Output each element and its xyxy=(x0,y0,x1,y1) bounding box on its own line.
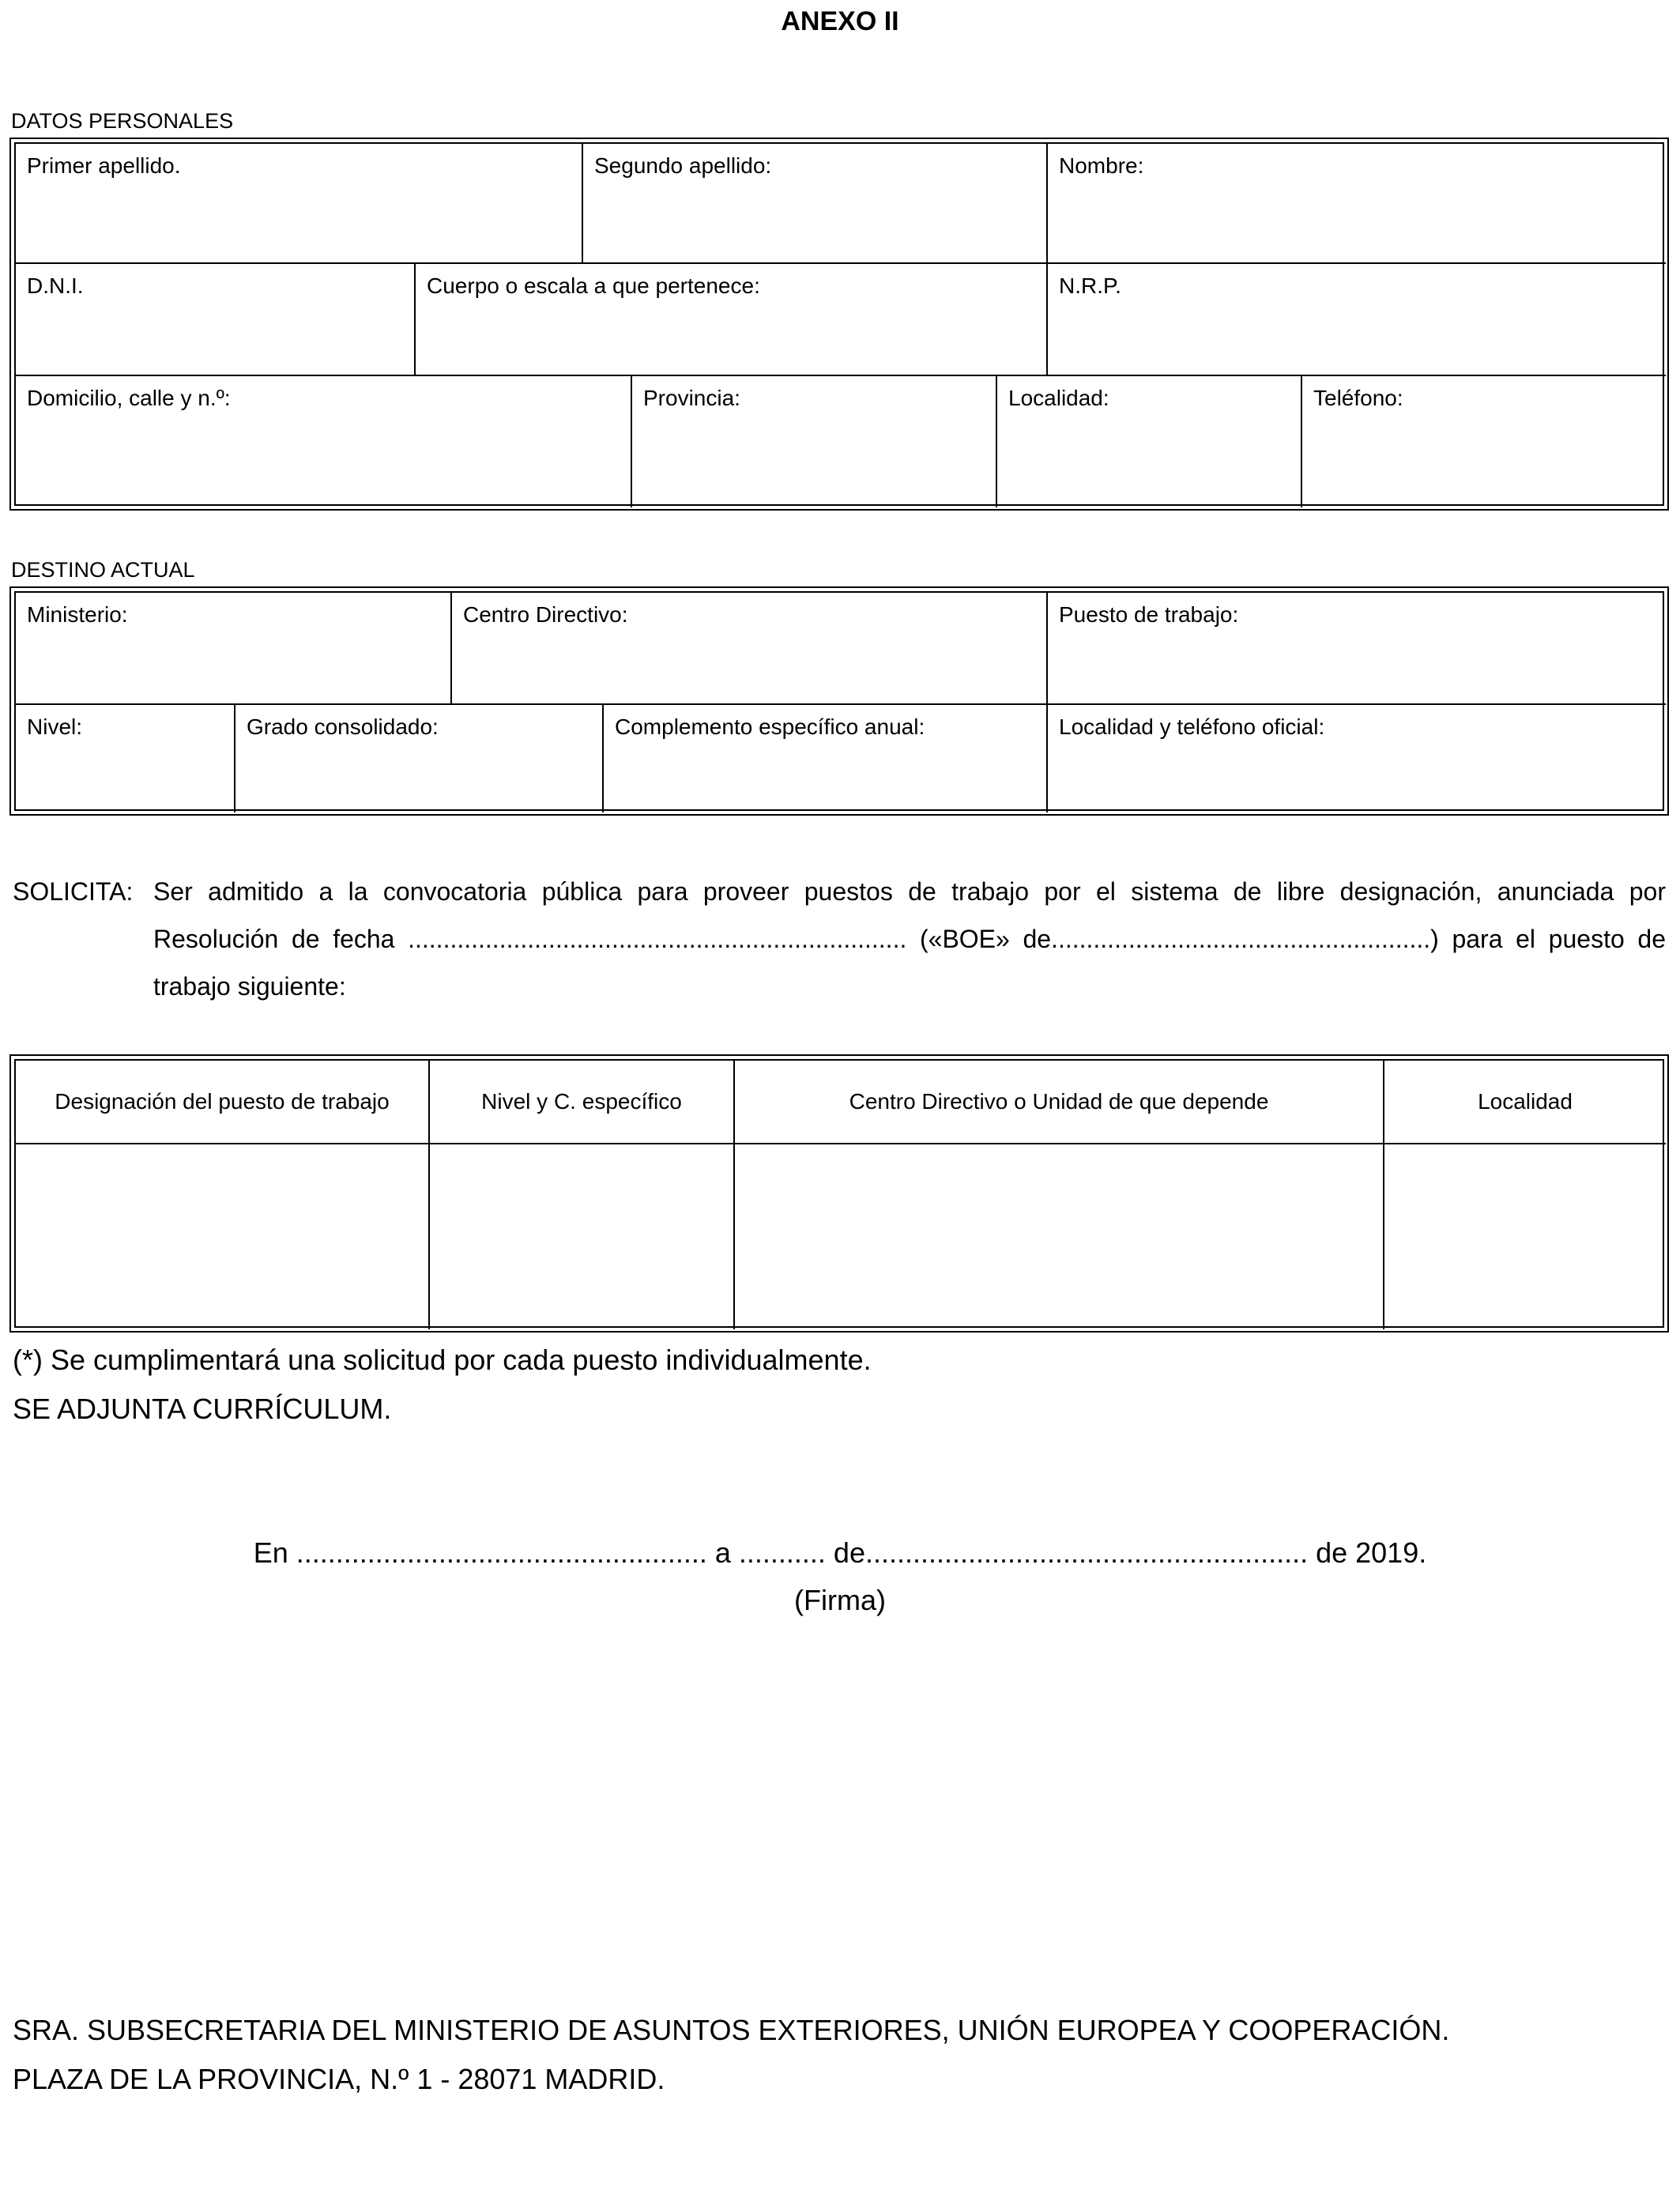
localidad-cell[interactable] xyxy=(1384,1144,1666,1329)
table-header-localidad: Localidad xyxy=(1384,1061,1666,1144)
complemento-field[interactable] xyxy=(604,705,1048,812)
nombre-field[interactable] xyxy=(1048,144,1666,264)
datos-personales-box xyxy=(9,138,1669,511)
table-header-centro: Centro Directivo o Unidad de que depende xyxy=(735,1061,1384,1144)
centro-directivo-field[interactable] xyxy=(452,593,1048,705)
note-text: (*) Se cumplimentará una solicitud por cada puesto individualmente. xyxy=(13,1344,872,1376)
nivel-field[interactable] xyxy=(16,705,235,812)
destinatario-line-2: PLAZA DE LA PROVINCIA, N.º 1 - 28071 MADRID. xyxy=(13,2063,665,2095)
primer-apellido-field[interactable] xyxy=(16,144,583,264)
solicita-label: SOLICITA: xyxy=(13,877,134,906)
segundo-apellido-field[interactable] xyxy=(583,144,1048,264)
dni-field[interactable] xyxy=(16,264,416,376)
nrp-field[interactable] xyxy=(1048,264,1666,376)
dni-label: D.N.I. xyxy=(27,273,84,298)
puesto-trabajo-field[interactable] xyxy=(1048,593,1666,705)
solicita-line-3: trabajo siguiente: xyxy=(153,972,346,1001)
table-header-nivel: Nivel y C. específico xyxy=(430,1061,735,1144)
solicita-line-1: Ser admitido a la convocatoria pública para proveer puestos de trabajo por el sistema de libre designación, anunciada por xyxy=(153,877,1666,906)
table-header-designacion: Designación del puesto de trabajo xyxy=(16,1061,430,1144)
ministerio-label: Ministerio: xyxy=(27,602,128,627)
localidad-telefono-field[interactable] xyxy=(1048,705,1666,812)
provincia-field[interactable] xyxy=(632,376,997,507)
ministerio-field[interactable] xyxy=(16,593,452,705)
nivel-especifico-cell[interactable] xyxy=(430,1144,735,1329)
puesto-trabajo-label: Puesto de trabajo: xyxy=(1059,602,1239,627)
cuerpo-field[interactable] xyxy=(416,264,1048,376)
localidad-field[interactable] xyxy=(997,376,1302,507)
nrp-label: N.R.P. xyxy=(1059,273,1121,298)
centro-unidad-cell[interactable] xyxy=(735,1144,1384,1329)
adjunta-text: SE ADJUNTA CURRÍCULUM. xyxy=(13,1393,392,1425)
centro-directivo-label: Centro Directivo: xyxy=(463,602,628,627)
nombre-label: Nombre: xyxy=(1059,153,1144,178)
localidad-label: Localidad: xyxy=(1008,386,1109,410)
designacion-cell[interactable] xyxy=(16,1144,430,1329)
primer-apellido-label: Primer apellido. xyxy=(27,153,181,178)
puestos-table xyxy=(9,1054,1669,1333)
destino-actual-label: DESTINO ACTUAL xyxy=(11,558,195,582)
cuerpo-label: Cuerpo o escala a que pertenece: xyxy=(427,273,760,298)
datos-personales-label: DATOS PERSONALES xyxy=(11,109,234,133)
provincia-label: Provincia: xyxy=(643,386,740,410)
page-title: ANEXO II xyxy=(781,6,899,36)
firma-label: (Firma) xyxy=(794,1584,886,1616)
grado-field[interactable] xyxy=(235,705,604,812)
domicilio-field[interactable] xyxy=(16,376,632,507)
localidad-telefono-label: Localidad y teléfono oficial: xyxy=(1059,714,1325,739)
telefono-label: Teléfono: xyxy=(1313,386,1403,410)
telefono-field[interactable] xyxy=(1302,376,1666,507)
destino-actual-box xyxy=(9,586,1669,816)
solicita-line-2: Resolución de fecha ....................................................................... («BOE» de......................................................) para el puesto de xyxy=(153,925,1666,953)
segundo-apellido-label: Segundo apellido: xyxy=(594,153,772,178)
domicilio-label: Domicilio, calle y n.º: xyxy=(27,386,231,410)
nivel-label: Nivel: xyxy=(27,714,83,739)
fecha-line: En .................................................... a ........... de........................................................ de 2019. xyxy=(253,1536,1427,1569)
complemento-label: Complemento específico anual: xyxy=(615,714,925,739)
destinatario-line-1: SRA. SUBSECRETARIA DEL MINISTERIO DE ASUNTOS EXTERIORES, UNIÓN EUROPEA Y COOPERACIÓN. xyxy=(13,2014,1450,2046)
grado-label: Grado consolidado: xyxy=(247,714,439,739)
